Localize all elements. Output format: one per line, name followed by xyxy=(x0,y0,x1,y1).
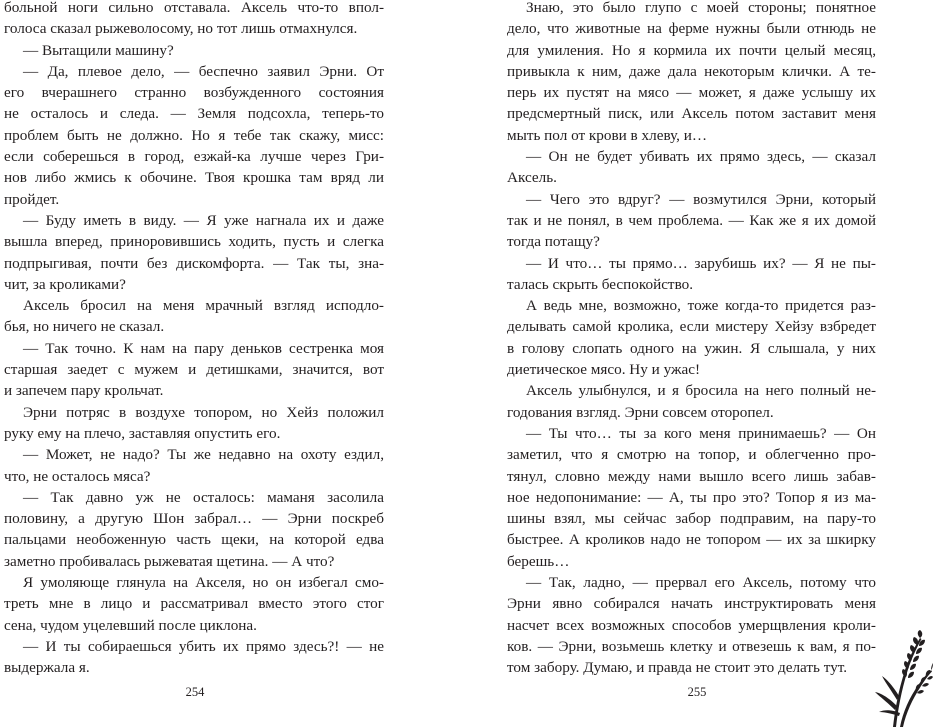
text-line: заметил, что я смотрю на топор, и облегченно про- xyxy=(507,446,876,464)
text-line: — Может, не надо? Ты же недавно на охоту ездил, xyxy=(23,446,384,464)
text-line: ков. — Эрни, возьмешь клетку и отвезешь к вам, я по- xyxy=(507,637,876,655)
text-line: что, не осталось мяса? xyxy=(4,467,151,485)
wheat-ear-icon xyxy=(873,630,933,727)
text-line: насчет всех возможных способов умерщвления кроли- xyxy=(507,616,876,634)
right-page-number: 255 xyxy=(687,685,707,699)
text-line: тогда потащу? xyxy=(507,233,600,251)
text-line: привыкла к ним, даже дала некоторым клички. А те- xyxy=(507,62,876,80)
text-line: том забору. Думаю, и правда не стоит это делать тут. xyxy=(507,659,848,677)
text-line: Знаю, это было глупо с моей стороны; понятное xyxy=(526,0,876,16)
text-line: тянул, словно между нами вышло всего лишь забав- xyxy=(507,467,876,485)
text-line: — Буду иметь в виду. — Я уже нагнала их и даже xyxy=(23,211,384,229)
text-line: делывать самой кролика, если мистеру Хейзу взбредет xyxy=(507,318,876,336)
text-line: так и не понял, в чем проблема. — Как же я их домой xyxy=(507,211,876,229)
text-line: предсмертный писк, или Аксель потом заставит меня xyxy=(507,105,876,123)
text-line: выдержала я. xyxy=(4,659,90,677)
text-line: половину, а другую Шон забрал… — Эрни поскреб xyxy=(4,510,384,528)
text-line: — Так, ладно, — прервал его Аксель, потому что xyxy=(526,574,876,592)
text-line: Аксель улыбнулся, и я бросила на него полный не- xyxy=(526,382,876,400)
left-page-number: 254 xyxy=(185,685,205,699)
text-line: Аксель бросил на меня мрачный взгляд исподло- xyxy=(23,297,384,315)
text-line: диетическое мясо. Ну и ужас! xyxy=(507,361,701,379)
text-line: для умиления. Но я кормила их почти целый месяц, xyxy=(507,41,876,59)
text-line: подпрыгивая, почти без дискомфорта. — Так ты, зна- xyxy=(4,254,384,272)
text-line: мыть пол от крови в хлеву, и… xyxy=(507,126,708,144)
text-line: руку ему на плечо, заставляя опустить его. xyxy=(4,424,281,442)
text-line: его вчерашнего странно возбужденного состояния xyxy=(4,84,384,102)
text-line: — И что… ты прямо… зарубишь их? — Я не пы- xyxy=(526,254,876,272)
text-line: — Ты что… ты за кого меня принимаешь? — Он xyxy=(526,424,876,442)
text-line: — Чего это вдруг? — возмутился Эрни, который xyxy=(526,190,876,208)
text-line: — Так давно уж не осталось: маманя засолила xyxy=(23,488,384,506)
text-line: нов либо жмись к обочине. Твоя крошка там вряд ли xyxy=(4,169,384,187)
text-line: — Вытащили машину? xyxy=(23,41,174,59)
text-line: если соберешься в город, езжай-ка лучше через Гри- xyxy=(4,148,384,166)
text-line: быстрее. А кроликов надо не топором — их за шкирку xyxy=(507,531,876,549)
text-line: перь их пустят на мясо — может, я даже услышу их xyxy=(507,84,876,102)
text-line: дело, что животные на ферме нужны были отнюдь не xyxy=(507,20,876,38)
text-line: треть мне в лицо и рассматривал вместо этого стог xyxy=(4,595,384,613)
text-line: шины взял, мы сейчас забор подправим, на пару-то xyxy=(507,510,876,528)
text-line: Эрни потряс в воздухе топором, но Хейз положил xyxy=(23,403,384,421)
right-page-text xyxy=(507,0,876,679)
text-line: проблем быть не должно. Но я тебе так скажу, мисс: xyxy=(4,126,384,144)
left-page-text xyxy=(4,0,384,679)
text-line: и запечем пару крольчат. xyxy=(4,382,164,400)
text-line: бья, но ничего не сказал. xyxy=(4,318,165,336)
text-line: талась скрыть беспокойство. xyxy=(507,275,694,293)
text-line: вышла вперед, приноровившись ходить, пусть и слегка xyxy=(4,233,384,251)
text-line: пальцами необоженную часть щеки, на которой едва xyxy=(4,531,384,549)
text-line: Эрни явно собирался начать инструктировать меня xyxy=(507,595,876,613)
text-line: в голову слопать одного на ужин. Я слышала, у них xyxy=(507,339,876,357)
text-line: Аксель. xyxy=(507,169,557,187)
text-line: ное недопонимание: — А, ты про это? Топор я из ма- xyxy=(507,488,876,506)
text-line: больной ноги сильно отставала. Аксель что-то впол- xyxy=(4,0,384,16)
text-line: — И ты собираешься убить их прямо здесь?! — не xyxy=(23,637,384,655)
text-line: заметно пробивалась рыжеватая щетина. — А что? xyxy=(4,552,335,570)
text-line: А ведь мне, возможно, тоже когда-то придется раз- xyxy=(526,297,876,315)
text-line: старшая заедет с мужем и детишками, значится, вот xyxy=(4,361,384,379)
text-line: голоса сказал рыжеволосому, но тот лишь отмахнулся. xyxy=(4,20,358,38)
text-line: Я умоляюще глянула на Акселя, но он избегал смо- xyxy=(23,574,384,592)
text-line: — Так точно. К нам на пару деньков сестренка моя xyxy=(23,339,384,357)
text-line: не осталось и следа. — Земля подсохла, теперь-то xyxy=(4,105,384,123)
text-line: — Да, плевое дело, — беспечно заявил Эрни. От xyxy=(23,62,384,80)
text-line: сена, чудом уцелевший после циклона. xyxy=(4,616,257,634)
text-line: чит, за кроликами? xyxy=(4,275,126,293)
text-line: годования взгляд. Эрни совсем оторопел. xyxy=(507,403,774,421)
text-line: пройдет. xyxy=(4,190,60,208)
text-line: берешь… xyxy=(507,552,570,570)
text-line: — Он не будет убивать их прямо здесь, — сказал xyxy=(526,148,876,166)
